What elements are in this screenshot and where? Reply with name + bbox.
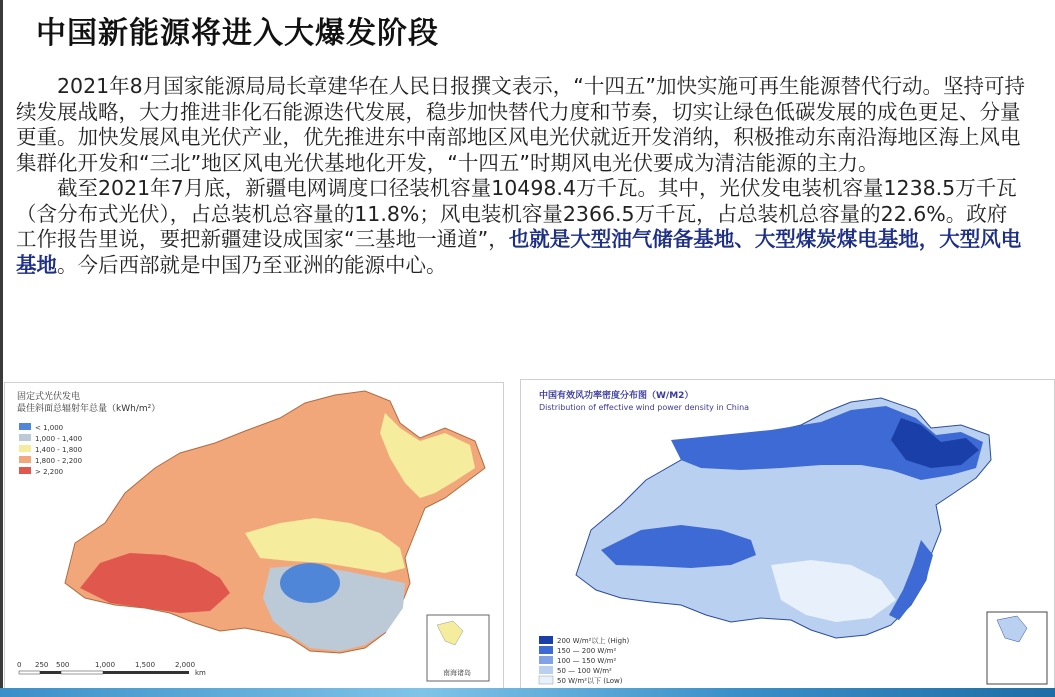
scale-unit: km (195, 669, 206, 677)
paragraph-2-highlight: 也就是大型油气储备基地、大型煤炭煤电基地，大型风电基地 (16, 227, 1022, 277)
solar-map-inset (427, 615, 489, 681)
scale-label: 250 (35, 661, 49, 669)
slide-title: 中国新能源将进入大爆发阶段 (36, 16, 439, 51)
paragraph-1: 2021年8月国家能源局局长章建华在人民日报撰文表示，“十四五”加快实施可再生能源替代行动。坚持可持续发展战略，大力推进非化石能源迭代发展，稳步加快替代力度和节奏，切实让绿色低碳发展的成色更足、分量更重。加快发展风电光伏产业，优先推进东中南部地区风电光伏就近开发消纳，积极推动东南沿海地区海上风电集群化开发和“三北”地区风电光伏基地化开发，“十四五”时期风电光伏要成为清洁能源的主力。 (16, 74, 1025, 175)
wind-legend-label: 200 W/m²以上 (High) (557, 637, 630, 645)
left-edge-rule (0, 0, 3, 697)
wind-map-title-en: Distribution of effective wind power density in China (539, 403, 750, 412)
solar-map-title-1: 固定式光伏发电 (17, 392, 81, 402)
wind-legend-label: 50 W/m²以下 (Low) (557, 677, 623, 685)
scale-label: 0 (17, 661, 22, 669)
solar-map-scale-bar (17, 661, 206, 677)
solar-radiation-map (4, 382, 504, 690)
wind-map-graphic (521, 380, 1054, 692)
wind-map-legend (539, 636, 630, 685)
solar-legend-label: 1,000 - 1,400 (35, 435, 83, 443)
solar-map-blue-sichuan (280, 563, 340, 603)
inset-label: 南海诸岛 (443, 669, 471, 677)
paragraph-2-start: 截至2021年7月底，新疆电网调度口径装机容量10498.4万千瓦。其中，光伏发电装机容量1238.5万千瓦（含分布式光伏），占总装机总容量的11.8%；风电装机容量2366.5万千瓦，占总装机总容量的22.6%。政府工作报告里说，要把新疆建设成国家“三基地一通道”， (16, 176, 1017, 251)
paragraph-2-end: 。今后西部就是中国乃至亚洲的能源中心。 (57, 252, 447, 277)
solar-map-title-2: 最佳斜面总辐射年总量（kWh/m²） (17, 404, 161, 414)
scale-label: 1,000 (95, 661, 116, 669)
wind-legend-label: 50 — 100 W/m² (557, 667, 612, 675)
wind-legend-label: 100 — 150 W/m² (557, 657, 617, 665)
solar-legend-label: < 1,000 (35, 424, 64, 432)
scale-label: 1,500 (135, 661, 156, 669)
paragraph-2 (16, 176, 1026, 278)
scale-label: 500 (56, 661, 70, 669)
bottom-decoration-bar (0, 688, 1055, 697)
scale-label: 2,000 (175, 661, 196, 669)
solar-map-legend (19, 423, 82, 476)
body-text (16, 74, 1026, 278)
wind-legend-label: 150 — 200 W/m² (557, 647, 617, 655)
solar-legend-label: 1,400 - 1,800 (35, 446, 83, 454)
solar-legend-label: 1,800 - 2,200 (35, 457, 83, 465)
solar-legend-label: > 2,200 (35, 468, 64, 476)
solar-map-graphic (5, 383, 503, 689)
wind-density-map (520, 379, 1055, 693)
wind-map-title-cn: 中国有效风功率密度分布图（W/M2） (539, 391, 694, 401)
wind-map-inset (987, 612, 1047, 684)
